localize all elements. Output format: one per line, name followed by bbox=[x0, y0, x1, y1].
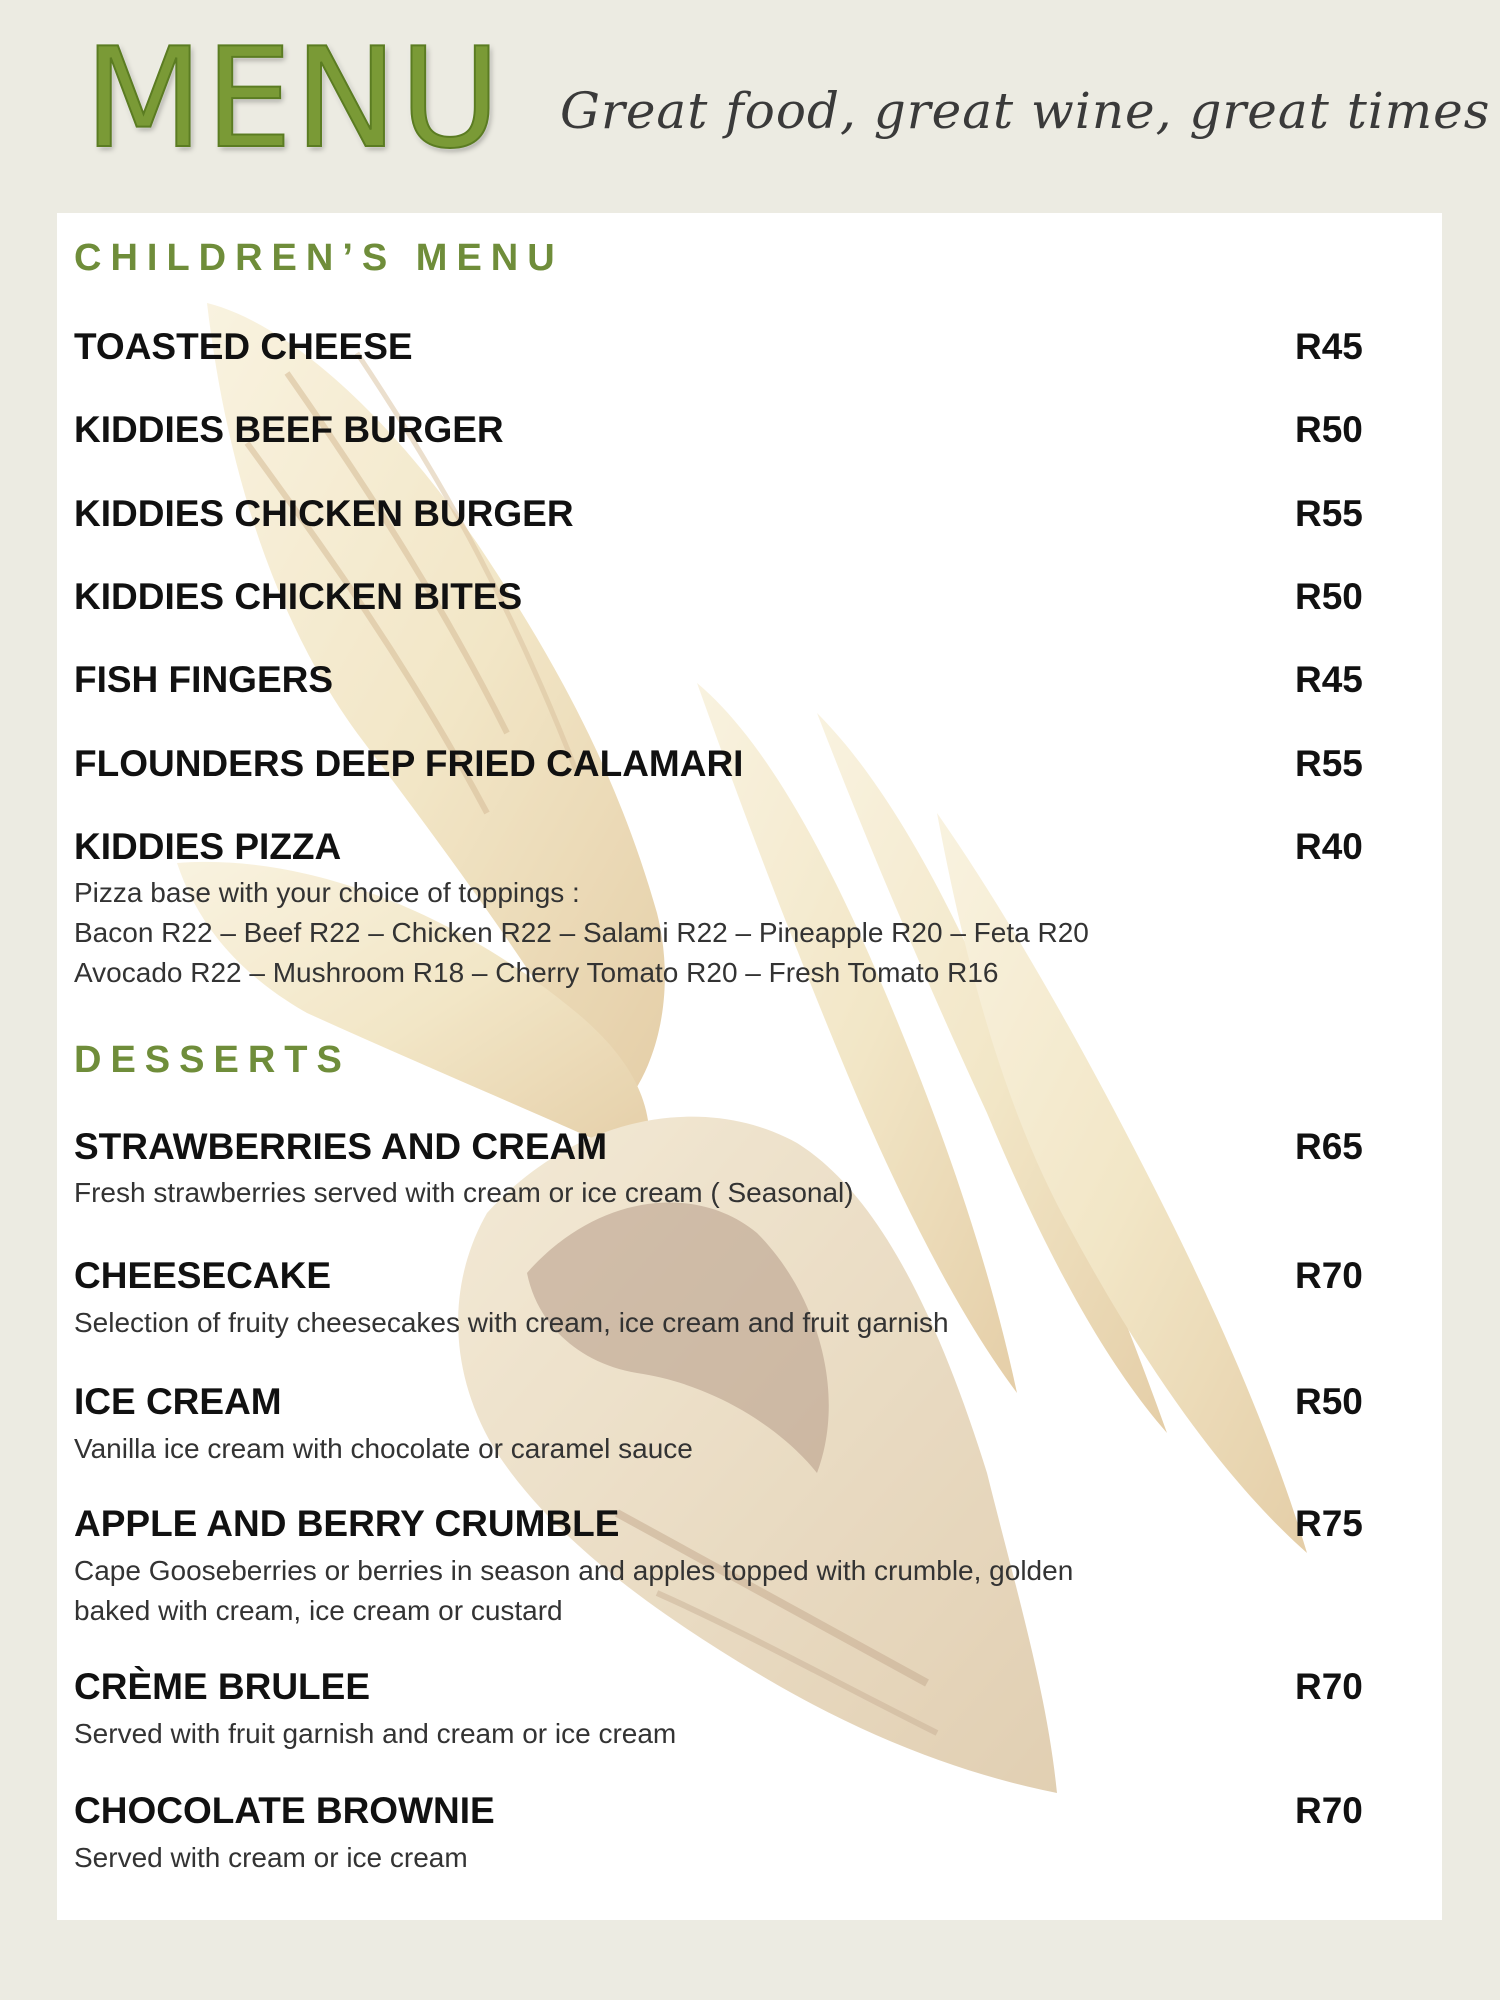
item-price: R70 bbox=[1295, 1790, 1363, 1831]
item-price: R45 bbox=[1295, 659, 1363, 700]
item-description: Selection of fruity cheesecakes with cream, ice cream and fruit garnish bbox=[74, 1307, 949, 1338]
item-description: Vanilla ice cream with chocolate or caramel sauce bbox=[74, 1433, 693, 1464]
item-name: KIDDIES CHICKEN BURGER bbox=[74, 493, 574, 534]
item-description: Served with fruit garnish and cream or ice cream bbox=[74, 1718, 677, 1749]
item-name: KIDDIES PIZZA bbox=[74, 826, 342, 867]
item-price: R45 bbox=[1295, 326, 1363, 367]
item-price: R50 bbox=[1295, 1381, 1363, 1422]
item-price: R75 bbox=[1295, 1503, 1363, 1544]
item-description: Cape Gooseberries or berries in season and apples topped with crumble, golden bbox=[74, 1555, 1074, 1586]
item-description: Served with cream or ice cream bbox=[74, 1842, 468, 1873]
item-description: Fresh strawberries served with cream or ice cream ( Seasonal) bbox=[74, 1177, 854, 1208]
item-description: Bacon R22 – Beef R22 – Chicken R22 – Salami R22 – Pineapple R20 – Feta R20 bbox=[74, 917, 1089, 948]
item-price: R50 bbox=[1295, 409, 1363, 450]
item-price: R50 bbox=[1295, 576, 1363, 617]
item-name: STRAWBERRIES AND CREAM bbox=[74, 1126, 608, 1167]
item-price: R70 bbox=[1295, 1255, 1363, 1296]
item-description: baked with cream, ice cream or custard bbox=[74, 1595, 563, 1626]
item-description: Avocado R22 – Mushroom R18 – Cherry Tomato R20 – Fresh Tomato R16 bbox=[74, 957, 999, 988]
item-name: KIDDIES BEEF BURGER bbox=[74, 409, 504, 450]
item-price: R40 bbox=[1295, 826, 1363, 867]
item-name: FLOUNDERS DEEP FRIED CALAMARI bbox=[74, 743, 744, 784]
item-price: R55 bbox=[1295, 493, 1363, 534]
item-name: APPLE AND BERRY CRUMBLE bbox=[74, 1503, 620, 1544]
item-name: CHEESECAKE bbox=[74, 1255, 331, 1296]
item-name: ICE CREAM bbox=[74, 1381, 282, 1422]
item-name: CHOCOLATE BROWNIE bbox=[74, 1790, 495, 1831]
section-title-childrens-menu: CHILDREN’S MENU bbox=[74, 237, 564, 279]
item-name: FISH FINGERS bbox=[74, 659, 334, 700]
item-name: TOASTED CHEESE bbox=[74, 326, 413, 367]
menu-title: MENU bbox=[84, 18, 503, 179]
item-price: R65 bbox=[1295, 1126, 1363, 1167]
item-price: R70 bbox=[1295, 1666, 1363, 1707]
item-description: Pizza base with your choice of toppings : bbox=[74, 877, 580, 908]
menu-panel bbox=[57, 213, 1442, 1920]
tagline: Great food, great wine, great times bbox=[560, 82, 1491, 140]
item-price: R55 bbox=[1295, 743, 1363, 784]
item-name: CRÈME BRULEE bbox=[74, 1666, 371, 1707]
section-title-desserts: DESSERTS bbox=[74, 1039, 351, 1081]
item-name: KIDDIES CHICKEN BITES bbox=[74, 576, 523, 617]
